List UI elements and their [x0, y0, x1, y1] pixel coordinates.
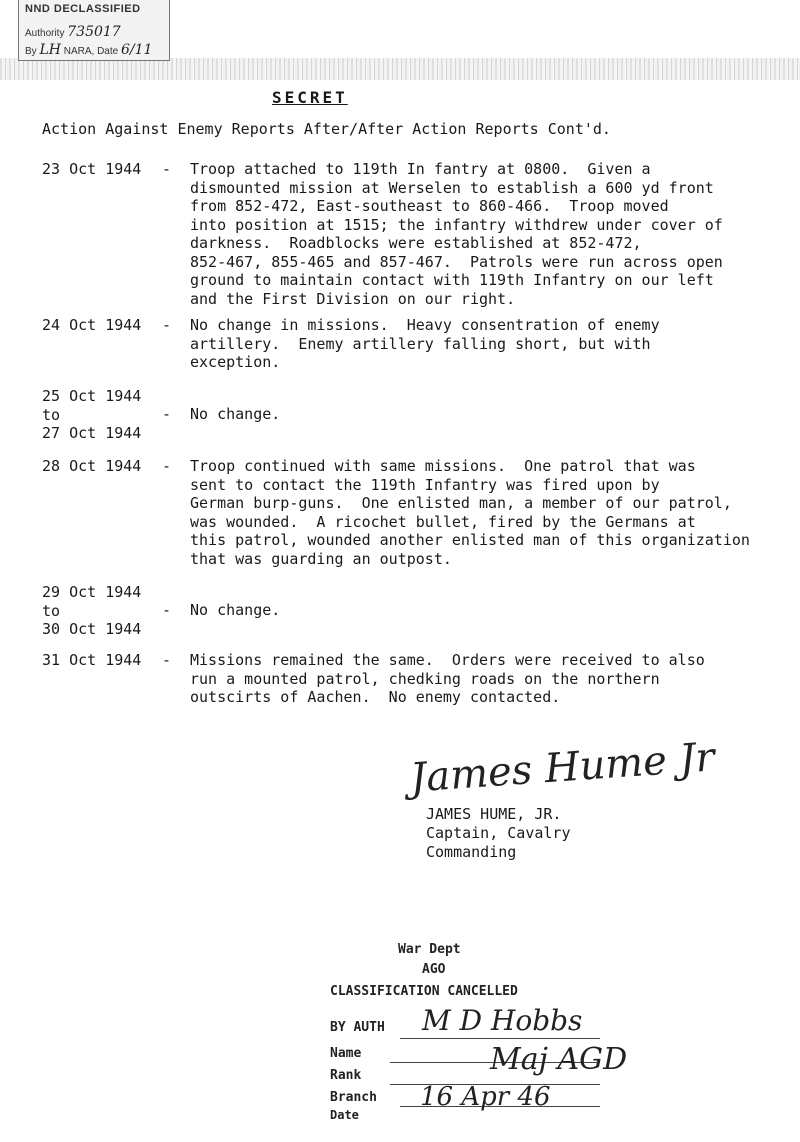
by-initials: LH	[39, 42, 61, 58]
classification-cancelled-stamp	[330, 942, 630, 1122]
rank-handwriting: Maj AGD	[490, 1042, 628, 1077]
stamp-date-label: Date	[330, 1108, 359, 1122]
authority-value: 735017	[67, 24, 121, 40]
nara-label: NARA, Date	[63, 46, 119, 57]
stamp-branch-label: Branch	[330, 1090, 377, 1105]
signer-rank: Captain, Cavalry	[426, 824, 571, 842]
stamp-war-dept: War Dept	[398, 942, 461, 957]
handwritten-signature: James Hume Jr	[408, 734, 717, 802]
authority-row	[25, 24, 121, 40]
entry-text: Troop continued with same missions. One patrol that was sent to contact the 119th Infantry was fired upon by German burp-guns. One enlisted man, a member of our patrol, was wounded. A ricochet bullet, fired by the Germans at this patrol, wounded another enlisted man of this organization that was guarding an outpost.	[190, 457, 750, 568]
stamp-cancelled: CLASSIFICATION CANCELLED	[330, 984, 518, 999]
entry-text: No change.	[190, 601, 281, 619]
entry-date: 24 Oct 1944	[42, 316, 142, 334]
entry-text: No change.	[190, 405, 281, 423]
scan-edge-noise	[0, 58, 800, 80]
entry-dash: -	[162, 316, 172, 334]
entry-date: 29 Oct 1944 to 30 Oct 1944	[42, 583, 142, 638]
entry-dash: -	[162, 651, 172, 669]
auth-rule	[400, 1038, 600, 1039]
entry-dash: -	[162, 601, 172, 619]
entry-text: Missions remained the same. Orders were received to also run a mounted patrol, chedking roads on the northern outscirts of Aachen. No enemy contacted.	[190, 651, 705, 706]
entry-dash: -	[162, 160, 172, 178]
date-handwriting: 16 Apr 46	[420, 1082, 551, 1112]
entry-dash: -	[162, 405, 172, 423]
classification-marking: SECRET	[272, 88, 348, 107]
auth-signature: M D Hobbs	[422, 1004, 583, 1037]
declassified-stamp	[18, 0, 170, 61]
by-row	[25, 42, 152, 58]
stamp-rank-label: Rank	[330, 1068, 362, 1083]
stamp-auth-label: BY AUTH	[330, 1020, 385, 1035]
entry-text: Troop attached to 119th In fantry at 0800. Given a dismounted mission at Werselen to establish a 600 yd front from 852-472, East-southeast to 860-466. Troop moved into position at 1515; the infantry withdrew under cover of darkness. Roadblocks were established at 852-472, 852-467, 855-465 and 857-467. Patrols were run across open ground to maintain contact with 119th Infantry on our left and the First Division on our right.	[190, 160, 723, 308]
entry-date: 28 Oct 1944	[42, 457, 142, 475]
signer-name: JAMES HUME, JR.	[426, 805, 562, 823]
entry-date: 23 Oct 1944	[42, 160, 142, 178]
document-title: Action Against Enemy Reports After/After Action Reports Cont'd.	[42, 120, 611, 138]
authority-label: Authority	[25, 28, 65, 39]
entry-date: 25 Oct 1944 to 27 Oct 1944	[42, 387, 142, 442]
entry-text: No change in missions. Heavy consentration of enemy artillery. Enemy artillery falling short, but with exception.	[190, 316, 660, 371]
stamp-name-label: Name	[330, 1046, 362, 1061]
entry-dash: -	[162, 457, 172, 475]
declassified-label: NND DECLASSIFIED	[25, 3, 141, 15]
stamp-ago: AGO	[422, 962, 446, 977]
by-label: By	[25, 46, 37, 57]
signature-block	[426, 805, 571, 862]
entry-date: 31 Oct 1944	[42, 651, 142, 669]
signer-role: Commanding	[426, 843, 517, 861]
nara-date: 6/11	[121, 42, 153, 58]
